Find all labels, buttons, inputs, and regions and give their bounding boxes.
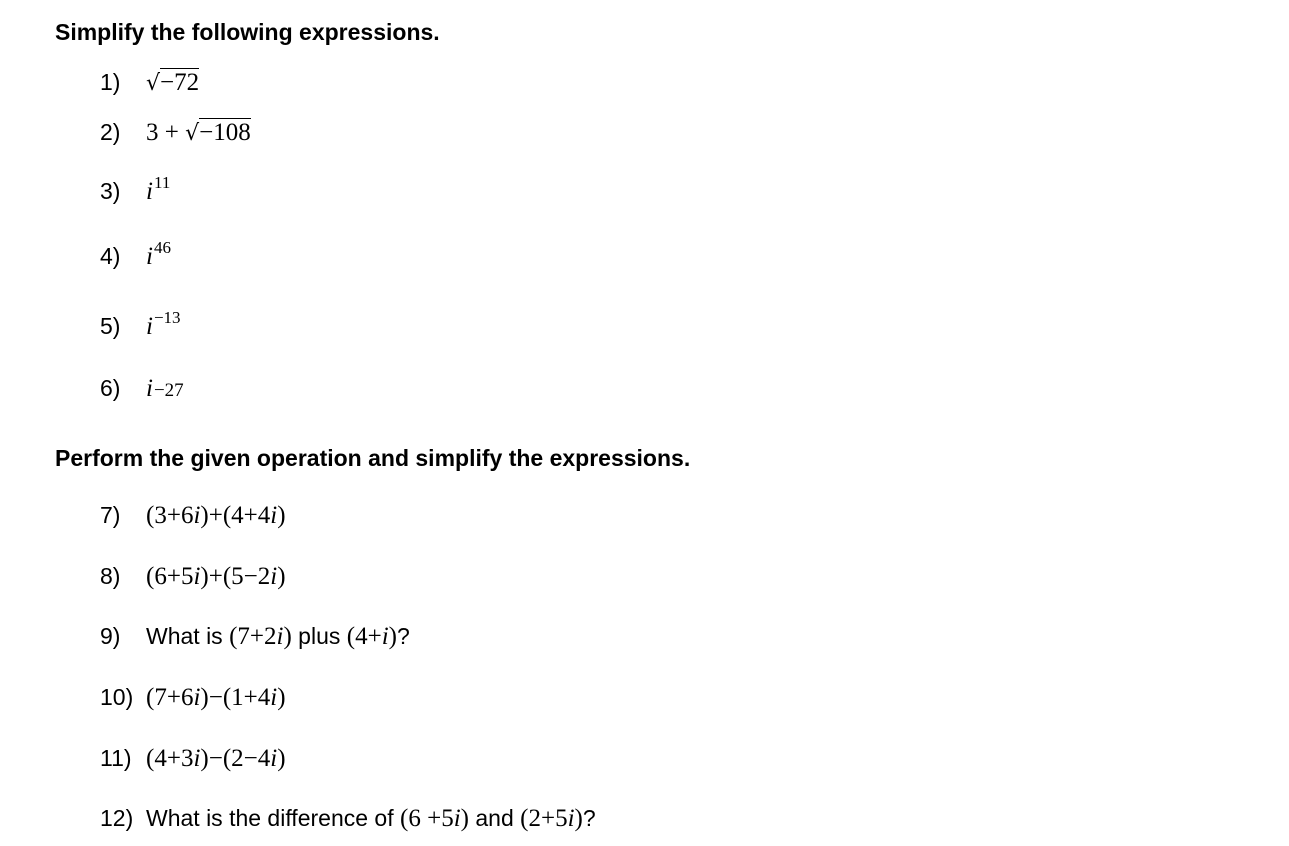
expression-a: (7+2i): [229, 623, 292, 650]
radical-sign-icon: √: [146, 71, 161, 96]
problem-number: 9): [100, 623, 121, 649]
problem-number: 2): [100, 119, 121, 145]
exponent-inline: −27: [153, 380, 184, 401]
problem-number: 12): [100, 805, 134, 831]
expression-b: (4+i): [346, 623, 397, 650]
problem-11: [100, 745, 286, 779]
question-text: What is: [146, 623, 230, 649]
problem-9: [100, 623, 410, 657]
problem-10: [100, 684, 286, 718]
expression-a: (6 +5i): [400, 805, 469, 832]
imaginary-unit: i: [146, 375, 153, 402]
problem-number: 5): [100, 313, 121, 339]
square-root-expression: [146, 68, 199, 96]
problem-2: [100, 118, 251, 152]
question-text: What is the difference of: [146, 805, 400, 831]
question-text: and: [468, 805, 521, 831]
imaginary-unit: i: [146, 313, 153, 340]
imaginary-unit: i: [146, 243, 153, 270]
problem-12: [100, 805, 596, 839]
radicand: −72: [160, 69, 200, 96]
problem-4: [100, 238, 171, 277]
expression: (4+3i)−(2−4i): [146, 745, 286, 772]
problem-number: 11): [100, 745, 132, 771]
expression: (7+6i)−(1+4i): [146, 684, 286, 711]
section-heading: Simplify the following expressions.: [55, 19, 440, 45]
problem-number: 1): [100, 69, 121, 95]
square-root-expression: [185, 118, 251, 146]
question-mark: ?: [397, 623, 410, 649]
expression-b: (2+5i): [520, 805, 583, 832]
problem-number: 4): [100, 243, 121, 269]
imaginary-unit: i: [146, 178, 153, 205]
problem-6: [100, 375, 184, 409]
problem-7: [100, 502, 286, 536]
expression: (6+5i)+(5−2i): [146, 563, 286, 590]
radical-sign-icon: √: [185, 121, 200, 146]
problem-number: 6): [100, 375, 121, 401]
radicand: −108: [199, 119, 251, 146]
problem-number: 3): [100, 178, 121, 204]
problem-5: [100, 308, 181, 347]
question-text: plus: [291, 623, 347, 649]
section-heading: Perform the given operation and simplify the expressions.: [55, 445, 691, 471]
problem-1: [100, 68, 199, 102]
exponent: 11: [153, 173, 171, 192]
expression-lead: 3 +: [146, 119, 186, 146]
problem-number: 7): [100, 502, 121, 528]
problem-number: 8): [100, 563, 121, 589]
problem-3: [100, 173, 171, 212]
exponent: 46: [153, 238, 171, 257]
question-mark: ?: [582, 805, 596, 831]
expression: (3+6i)+(4+4i): [146, 502, 286, 529]
exponent: −13: [153, 308, 181, 327]
problem-8: [100, 563, 286, 597]
problem-number: 10): [100, 684, 134, 710]
